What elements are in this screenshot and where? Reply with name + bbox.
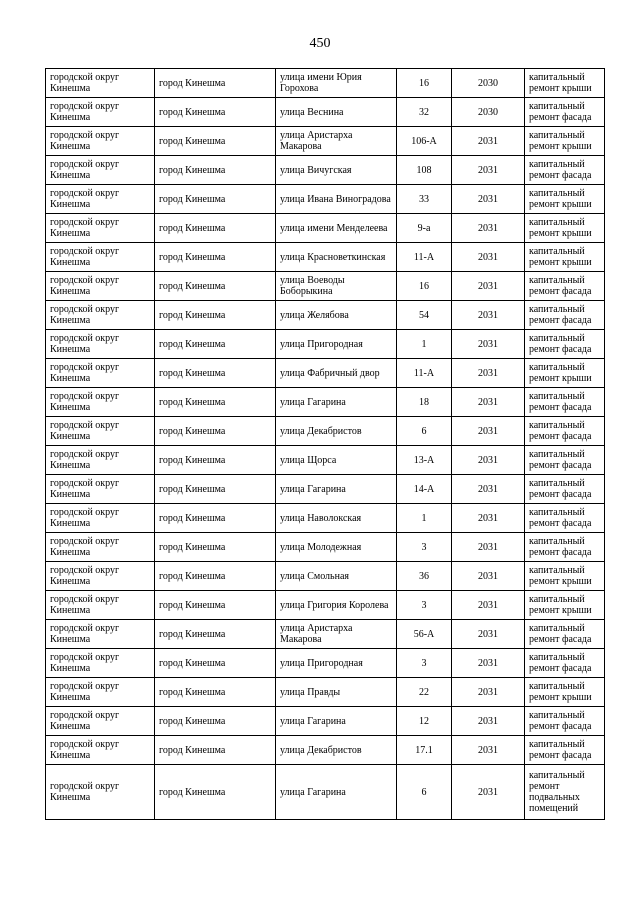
- work-type-cell: капитальный ремонт крыши: [525, 591, 605, 620]
- house-number-cell: 56-А: [397, 620, 452, 649]
- street-cell: улица Григория Королева: [276, 591, 397, 620]
- work-type-cell: капитальный ремонт фасада: [525, 620, 605, 649]
- table-row: [46, 330, 605, 359]
- year-cell: 2030: [452, 98, 525, 127]
- city-cell: город Кинешма: [155, 301, 276, 330]
- year-cell: 2031: [452, 185, 525, 214]
- municipal-district-cell: городской округ Кинешма: [46, 620, 155, 649]
- street-cell: улица Щорса: [276, 446, 397, 475]
- work-type-cell: капитальный ремонт фасада: [525, 649, 605, 678]
- city-cell: город Кинешма: [155, 765, 276, 820]
- page-number: 450: [309, 36, 331, 51]
- year-cell: 2031: [452, 243, 525, 272]
- year-cell: 2031: [452, 765, 525, 820]
- street-cell: улица Молодежная: [276, 533, 397, 562]
- house-number-cell: 11-А: [397, 359, 452, 388]
- year-cell: 2031: [452, 214, 525, 243]
- street-cell: улица Аристарха Макарова: [276, 127, 397, 156]
- table-row: [46, 301, 605, 330]
- municipal-district-cell: городской округ Кинешма: [46, 475, 155, 504]
- city-cell: город Кинешма: [155, 475, 276, 504]
- street-cell: улица Вичугская: [276, 156, 397, 185]
- house-number-cell: 3: [397, 649, 452, 678]
- street-cell: улица Смольная: [276, 562, 397, 591]
- street-cell: улица Декабристов: [276, 736, 397, 765]
- work-type-cell: капитальный ремонт фасада: [525, 446, 605, 475]
- municipal-district-cell: городской округ Кинешма: [46, 417, 155, 446]
- house-number-cell: 3: [397, 533, 452, 562]
- street-cell: улица Пригородная: [276, 649, 397, 678]
- street-cell: улица Красноветкинская: [276, 243, 397, 272]
- municipal-district-cell: городской округ Кинешма: [46, 272, 155, 301]
- work-type-cell: капитальный ремонт фасада: [525, 301, 605, 330]
- city-cell: город Кинешма: [155, 272, 276, 301]
- year-cell: 2031: [452, 388, 525, 417]
- year-cell: 2031: [452, 359, 525, 388]
- municipal-district-cell: городской округ Кинешма: [46, 707, 155, 736]
- house-number-cell: 1: [397, 504, 452, 533]
- table-row: [46, 504, 605, 533]
- table-row: [46, 156, 605, 185]
- municipal-district-cell: городской округ Кинешма: [46, 69, 155, 98]
- city-cell: город Кинешма: [155, 359, 276, 388]
- city-cell: город Кинешма: [155, 243, 276, 272]
- municipal-district-cell: городской округ Кинешма: [46, 156, 155, 185]
- year-cell: 2031: [452, 620, 525, 649]
- city-cell: город Кинешма: [155, 214, 276, 243]
- street-cell: улица имени Юрия Горохова: [276, 69, 397, 98]
- street-cell: улица Фабричный двор: [276, 359, 397, 388]
- table-row: [46, 678, 605, 707]
- table-row: [46, 591, 605, 620]
- city-cell: город Кинешма: [155, 649, 276, 678]
- house-number-cell: 16: [397, 69, 452, 98]
- street-cell: улица Желябова: [276, 301, 397, 330]
- street-cell: улица Наволокская: [276, 504, 397, 533]
- year-cell: 2031: [452, 475, 525, 504]
- table-row: [46, 446, 605, 475]
- work-type-cell: капитальный ремонт крыши: [525, 185, 605, 214]
- table-row: [46, 214, 605, 243]
- work-type-cell: капитальный ремонт крыши: [525, 127, 605, 156]
- street-cell: улица Аристарха Макарова: [276, 620, 397, 649]
- municipal-district-cell: городской округ Кинешма: [46, 649, 155, 678]
- street-cell: улица Пригородная: [276, 330, 397, 359]
- year-cell: 2031: [452, 649, 525, 678]
- house-number-cell: 33: [397, 185, 452, 214]
- table-row: [46, 736, 605, 765]
- work-type-cell: капитальный ремонт крыши: [525, 678, 605, 707]
- municipal-district-cell: городской округ Кинешма: [46, 504, 155, 533]
- street-cell: улица Декабристов: [276, 417, 397, 446]
- work-type-cell: капитальный ремонт крыши: [525, 69, 605, 98]
- city-cell: город Кинешма: [155, 562, 276, 591]
- house-number-cell: 22: [397, 678, 452, 707]
- municipal-district-cell: городской округ Кинешма: [46, 765, 155, 820]
- work-type-cell: капитальный ремонт крыши: [525, 562, 605, 591]
- work-type-cell: капитальный ремонт фасада: [525, 533, 605, 562]
- table-row: [46, 417, 605, 446]
- municipal-district-cell: городской округ Кинешма: [46, 562, 155, 591]
- work-type-cell: капитальный ремонт фасада: [525, 388, 605, 417]
- table-row: [46, 388, 605, 417]
- city-cell: город Кинешма: [155, 98, 276, 127]
- work-type-cell: капитальный ремонт крыши: [525, 243, 605, 272]
- house-number-cell: 36: [397, 562, 452, 591]
- municipal-district-cell: городской округ Кинешма: [46, 591, 155, 620]
- year-cell: 2031: [452, 678, 525, 707]
- year-cell: 2031: [452, 272, 525, 301]
- city-cell: город Кинешма: [155, 736, 276, 765]
- table-row: [46, 272, 605, 301]
- street-cell: улица Веснина: [276, 98, 397, 127]
- municipal-district-cell: городской округ Кинешма: [46, 533, 155, 562]
- year-cell: 2031: [452, 533, 525, 562]
- street-cell: улица Гагарина: [276, 707, 397, 736]
- year-cell: 2031: [452, 301, 525, 330]
- city-cell: город Кинешма: [155, 69, 276, 98]
- city-cell: город Кинешма: [155, 127, 276, 156]
- city-cell: город Кинешма: [155, 330, 276, 359]
- house-number-cell: 108: [397, 156, 452, 185]
- city-cell: город Кинешма: [155, 417, 276, 446]
- work-type-cell: капитальный ремонт фасада: [525, 707, 605, 736]
- city-cell: город Кинешма: [155, 620, 276, 649]
- year-cell: 2031: [452, 736, 525, 765]
- house-number-cell: 106-А: [397, 127, 452, 156]
- street-cell: улица Воеводы Боборыкина: [276, 272, 397, 301]
- year-cell: 2031: [452, 330, 525, 359]
- house-number-cell: 16: [397, 272, 452, 301]
- table-row: [46, 359, 605, 388]
- city-cell: город Кинешма: [155, 504, 276, 533]
- table-row: [46, 649, 605, 678]
- municipal-district-cell: городской округ Кинешма: [46, 243, 155, 272]
- year-cell: 2031: [452, 156, 525, 185]
- registry-table: [45, 68, 605, 820]
- table-row: [46, 127, 605, 156]
- table-row: [46, 243, 605, 272]
- house-number-cell: 6: [397, 417, 452, 446]
- municipal-district-cell: городской округ Кинешма: [46, 301, 155, 330]
- house-number-cell: 9-а: [397, 214, 452, 243]
- table-row: [46, 69, 605, 98]
- city-cell: город Кинешма: [155, 591, 276, 620]
- table-row: [46, 475, 605, 504]
- municipal-district-cell: городской округ Кинешма: [46, 330, 155, 359]
- house-number-cell: 11-А: [397, 243, 452, 272]
- work-type-cell: капитальный ремонт фасада: [525, 475, 605, 504]
- house-number-cell: 13-А: [397, 446, 452, 475]
- table-row: [46, 562, 605, 591]
- street-cell: улица Ивана Виноградова: [276, 185, 397, 214]
- registry-table-body: [46, 69, 605, 820]
- work-type-cell: капитальный ремонт фасада: [525, 272, 605, 301]
- year-cell: 2031: [452, 417, 525, 446]
- city-cell: город Кинешма: [155, 678, 276, 707]
- street-cell: улица Гагарина: [276, 475, 397, 504]
- work-type-cell: капитальный ремонт подвальных помещений: [525, 765, 605, 820]
- city-cell: город Кинешма: [155, 388, 276, 417]
- table-row: [46, 185, 605, 214]
- table-row: [46, 620, 605, 649]
- street-cell: улица Правды: [276, 678, 397, 707]
- house-number-cell: 17.1: [397, 736, 452, 765]
- municipal-district-cell: городской округ Кинешма: [46, 127, 155, 156]
- work-type-cell: капитальный ремонт фасада: [525, 736, 605, 765]
- street-cell: улица Гагарина: [276, 765, 397, 820]
- municipal-district-cell: городской округ Кинешма: [46, 446, 155, 475]
- city-cell: город Кинешма: [155, 446, 276, 475]
- municipal-district-cell: городской округ Кинешма: [46, 98, 155, 127]
- house-number-cell: 18: [397, 388, 452, 417]
- table-row: [46, 98, 605, 127]
- city-cell: город Кинешма: [155, 156, 276, 185]
- house-number-cell: 54: [397, 301, 452, 330]
- municipal-district-cell: городской округ Кинешма: [46, 185, 155, 214]
- city-cell: город Кинешма: [155, 533, 276, 562]
- municipal-district-cell: городской округ Кинешма: [46, 678, 155, 707]
- work-type-cell: капитальный ремонт фасада: [525, 330, 605, 359]
- house-number-cell: 14-А: [397, 475, 452, 504]
- city-cell: город Кинешма: [155, 185, 276, 214]
- year-cell: 2031: [452, 707, 525, 736]
- work-type-cell: капитальный ремонт фасада: [525, 504, 605, 533]
- year-cell: 2030: [452, 69, 525, 98]
- work-type-cell: капитальный ремонт крыши: [525, 359, 605, 388]
- municipal-district-cell: городской округ Кинешма: [46, 359, 155, 388]
- table-row: [46, 707, 605, 736]
- year-cell: 2031: [452, 562, 525, 591]
- house-number-cell: 3: [397, 591, 452, 620]
- city-cell: город Кинешма: [155, 707, 276, 736]
- house-number-cell: 32: [397, 98, 452, 127]
- year-cell: 2031: [452, 591, 525, 620]
- table-row: [46, 765, 605, 820]
- municipal-district-cell: городской округ Кинешма: [46, 214, 155, 243]
- year-cell: 2031: [452, 446, 525, 475]
- street-cell: улица имени Менделеева: [276, 214, 397, 243]
- municipal-district-cell: городской округ Кинешма: [46, 388, 155, 417]
- street-cell: улица Гагарина: [276, 388, 397, 417]
- work-type-cell: капитальный ремонт крыши: [525, 214, 605, 243]
- municipal-district-cell: городской округ Кинешма: [46, 736, 155, 765]
- work-type-cell: капитальный ремонт фасада: [525, 417, 605, 446]
- house-number-cell: 12: [397, 707, 452, 736]
- year-cell: 2031: [452, 127, 525, 156]
- work-type-cell: капитальный ремонт фасада: [525, 98, 605, 127]
- work-type-cell: капитальный ремонт фасада: [525, 156, 605, 185]
- house-number-cell: 1: [397, 330, 452, 359]
- house-number-cell: 6: [397, 765, 452, 820]
- year-cell: 2031: [452, 504, 525, 533]
- table-row: [46, 533, 605, 562]
